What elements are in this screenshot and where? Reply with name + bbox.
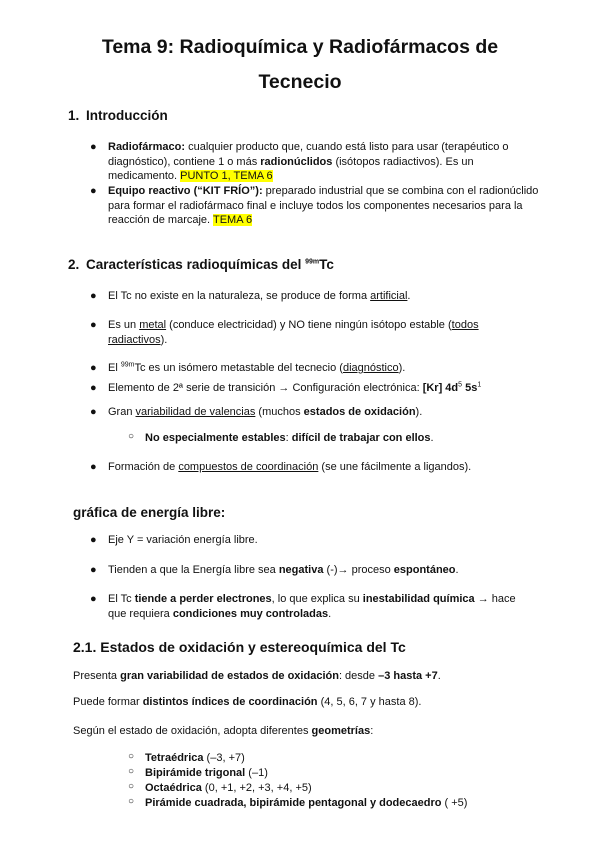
bullet-icon: ● [90,141,97,153]
list-item-configuracion: ● Elemento de 2ª serie de transición → Configuración electrónica: [Kr] $4d^5$ $5s^1$ [90,381,482,394]
circle-bullet-icon: ○ [128,766,135,777]
sub-list-item-estables: ○ No especialmente estables: difícil de trabajar con ellos. [128,431,434,444]
list-item-coordinacion: ● Formación de compuestos de coordinación (se une fácilmente a ligandos). [90,461,472,473]
section-heading-estados-oxidacion: 2.1. Estados de oxidación y estereoquímica del Tc [73,639,406,655]
list-item-negativa: ● Tienden a que la Energía libre sea negativa (-)→ proceso espontáneo. [90,564,459,576]
list-item-isomero: ● El $^{99m}$Tc es un isómero metastable del tecnecio (diagnóstico). [90,361,406,374]
list-item-eje-y: ● Eje Y = variación energía libre. [90,534,258,546]
bullet-icon: ● [90,406,97,418]
list-item-artificial: ● El Tc no existe en la naturaleza, se produce de forma artificial. [90,290,411,302]
list-item-radiofarmaco: ● Radiofármaco: cualquier producto que, cuando está listo para usar (terapéutico o diagnóstico), contiene 1 o más radionúclidos (isótopos radiactivos). Es un medicamento. PUNTO 1, TEMA 6 [90,141,509,182]
list-item-electrones: ● El Tc tiende a perder electrones, lo que explica su inestabilidad química → hace que requiera condiciones muy controladas. [90,593,516,620]
circle-bullet-icon: ○ [128,796,135,807]
paragraph-geometrias: Según el estado de oxidación, adopta diferentes geometrías: [73,725,374,737]
bullet-icon: ● [90,564,97,576]
section-number: 1. [68,108,80,123]
section-title: Introducción [86,108,168,123]
bullet-icon: ● [90,319,97,331]
section-heading-introduccion [68,108,168,123]
list-item-valencias: ● Gran variabilidad de valencias (muchos estados de oxidación). [90,406,423,418]
highlight-reference: PUNTO 1, TEMA 6 [180,170,273,182]
geometry-item-octaedrica: ○ Octaédrica (0, +1, +2, +3, +4, +5) [128,781,312,794]
bullet-icon: ● [90,461,97,473]
highlight-reference: TEMA 6 [212,214,253,226]
paragraph-variabilidad: Presenta gran variabilidad de estados de oxidación: desde –3 hasta +7. [73,670,441,682]
geometry-item-tetraedrica: ○ Tetraédrica (–3, +7) [128,751,245,764]
geometry-item-bipiramide-trigonal: ○ Bipirámide trigonal (–1) [128,766,268,779]
circle-bullet-icon: ○ [128,781,135,792]
page-title-line-1: Tema 9: Radioquímica y Radiofármacos de [101,36,499,58]
section-heading-caracteristicas: 2. Características radioquímicas del $^{99m}$Tc [68,257,334,272]
bullet-icon: ● [90,593,97,605]
bullet-icon: ● [90,534,97,546]
section-heading-energia-libre: gráfica de energía libre: [73,505,226,520]
bullet-icon: ● [90,185,97,197]
section-number: 2. [68,257,80,272]
list-item-metal: ● Es un metal (conduce electricidad) y NO tiene ningún isótopo estable (todos radiactivos). [90,319,479,346]
bullet-icon: ● [90,290,97,302]
page-title-line-2: Tecnecio [258,71,342,93]
geometry-item-piramide-cuadrada: ○ Pirámide cuadrada, bipirámide pentagonal y dodecaedro ( +5) [128,796,468,809]
list-item-kit-frio: ● Equipo reactivo (“KIT FRÍO”): preparado industrial que se combina con el radionúclido para formar el radiofármaco final e incluye todos los componentes necesarios para la reacción de marcaje. TEMA 6 [90,185,539,226]
circle-bullet-icon: ○ [128,751,135,762]
circle-bullet-icon: ○ [128,431,135,442]
bullet-icon: ● [90,382,97,394]
bullet-icon: ● [90,362,97,374]
paragraph-coordinacion: Puede formar distintos índices de coordinación (4, 5, 6, 7 y hasta 8). [73,696,422,708]
